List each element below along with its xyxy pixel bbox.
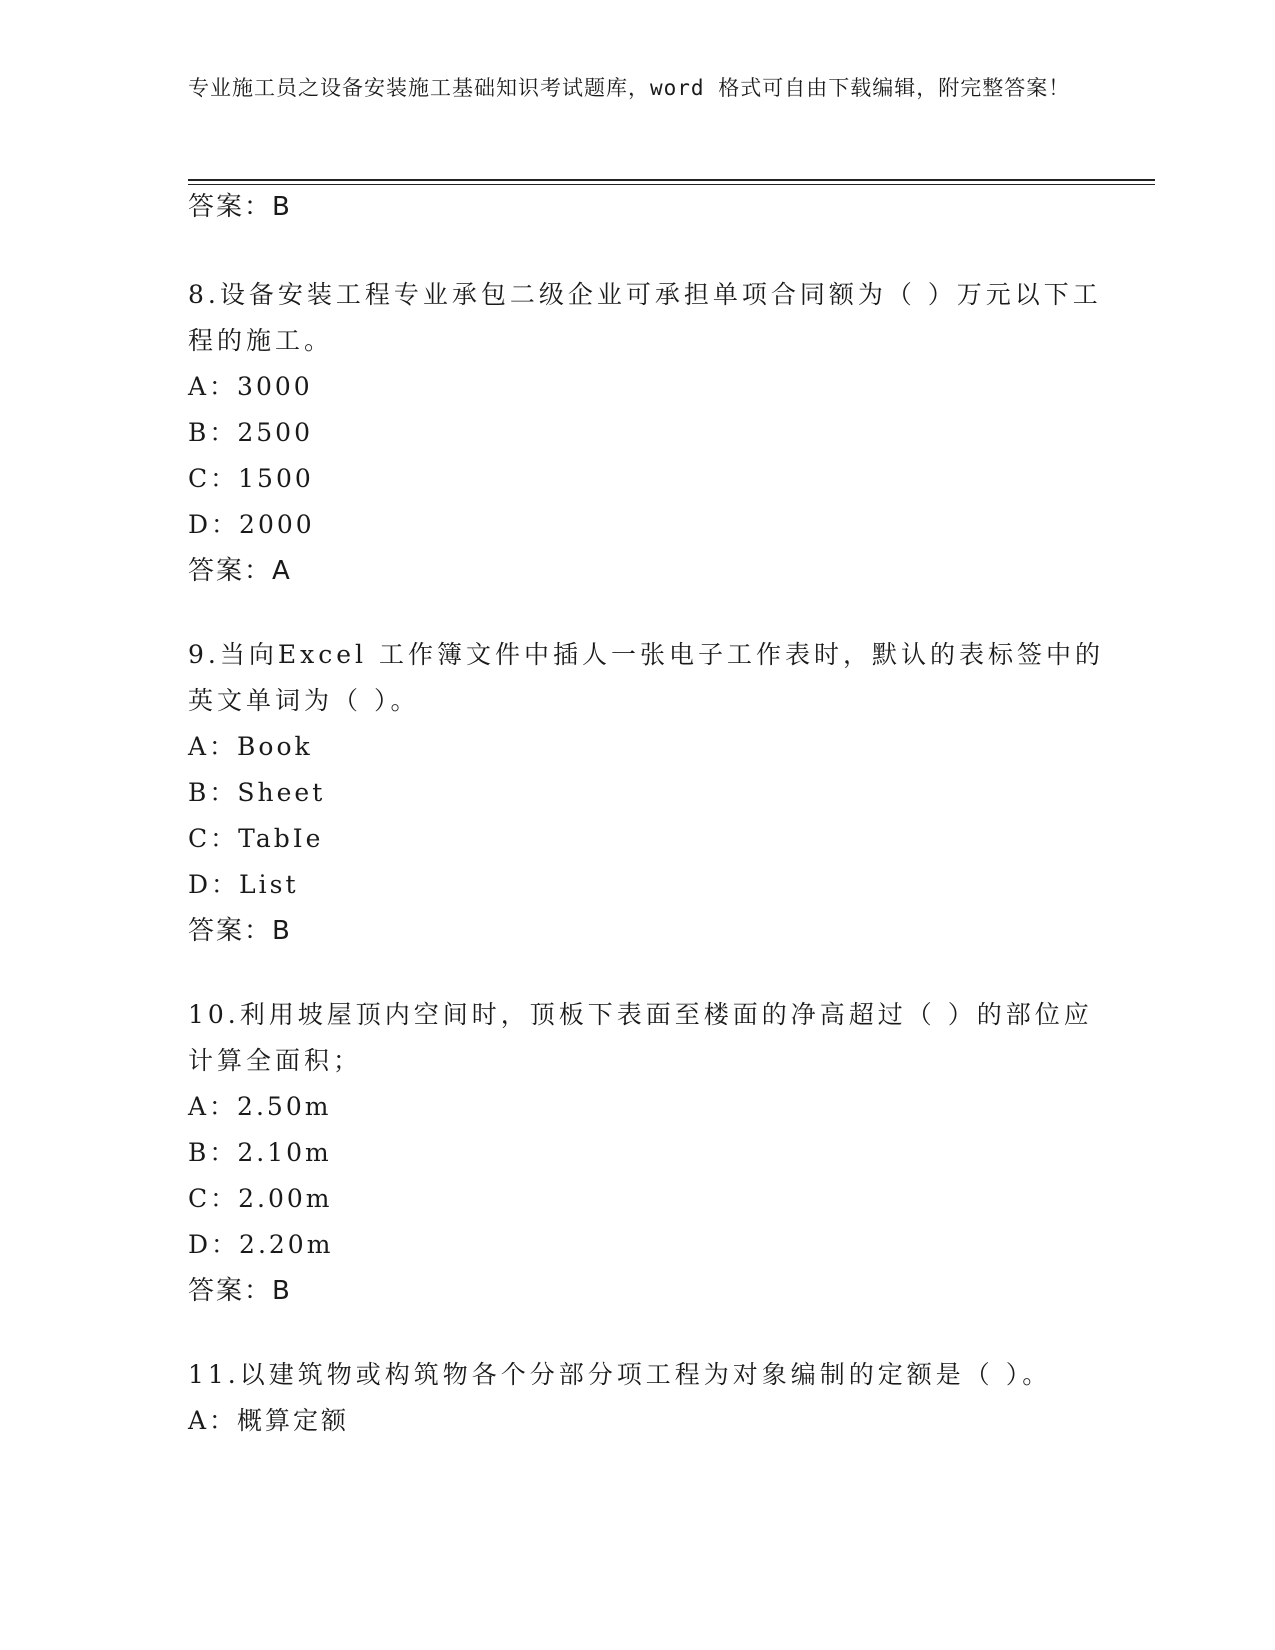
option-d: D：2.20m (188, 1230, 334, 1259)
option-a: A：概算定额 (188, 1406, 350, 1435)
answer-text: 答案：A (188, 556, 292, 586)
option-c: C：1500 (188, 464, 314, 493)
option-d: D：2000 (188, 510, 315, 539)
question-text: 9.当向Excel 工作簿文件中插人一张电子工作表时，默认的表标签中的英文单词为（ ）。 (188, 640, 1104, 715)
answer-text: 答案：B (188, 192, 292, 222)
option-a: A：3000 (188, 372, 313, 401)
question-text: 11.以建筑物或构筑物各个分部分项工程为对象编制的定额是（ ）。 (188, 1360, 1052, 1389)
answer-text: 答案：B (188, 916, 292, 946)
question-11 (188, 1352, 1118, 1444)
question-text: 8.设备安装工程专业承包二级企业可承担单项合同额为（ ）万元以下工程的施工。 (188, 280, 1102, 355)
answer-text: 答案：B (188, 1276, 292, 1306)
question-10 (188, 992, 1118, 1314)
option-c: C：2.00m (188, 1184, 333, 1213)
option-b: B：Sheet (188, 778, 326, 807)
option-b: B：2.10m (188, 1138, 332, 1167)
question-8 (188, 272, 1118, 594)
option-a: A：2.50m (188, 1092, 332, 1121)
option-a: A：Book (188, 732, 313, 761)
question-text: 10.利用坡屋顶内空间时，顶板下表面至楼面的净高超过（ ）的部位应计算全面积； (188, 1000, 1093, 1075)
option-c: C：TabIe (188, 824, 324, 853)
document-header: 专业施工员之设备安装施工基础知识考试题库，word 格式可自由下载编辑，附完整答案！ (188, 76, 1071, 100)
option-b: B：2500 (188, 418, 313, 447)
option-d: D：List (188, 870, 299, 899)
prev-answer-block (188, 184, 1118, 230)
question-9 (188, 632, 1118, 954)
header-divider (188, 179, 1155, 181)
